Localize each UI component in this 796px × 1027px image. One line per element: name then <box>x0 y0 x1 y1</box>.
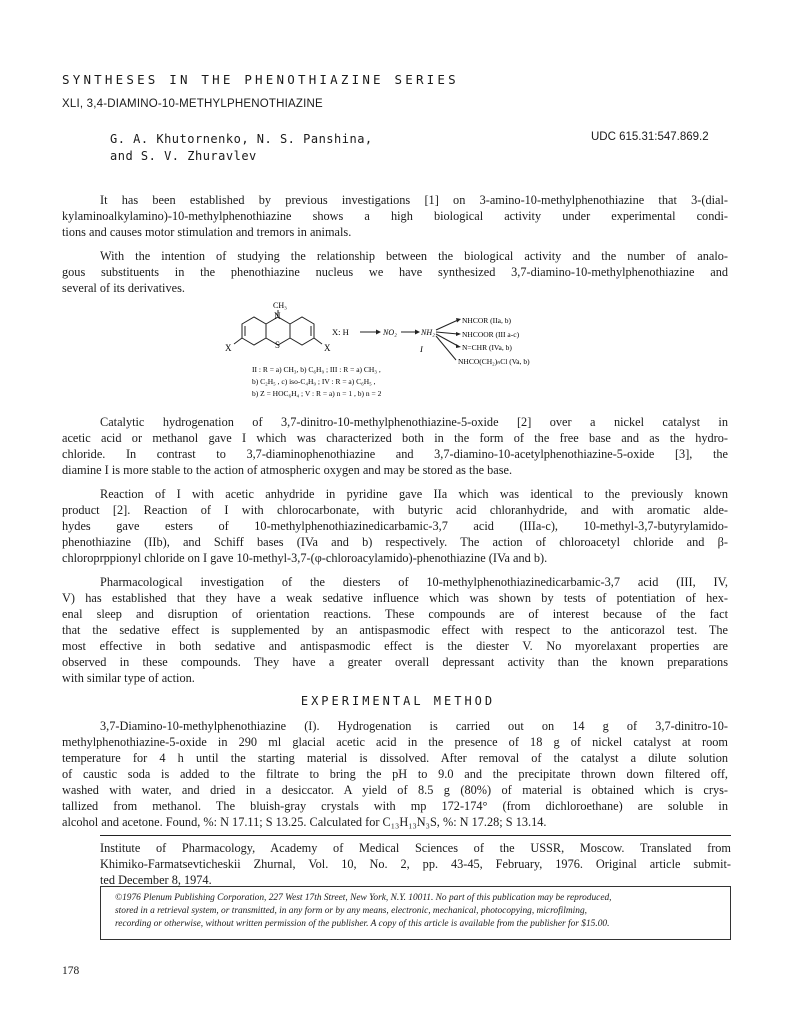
arrow-icon <box>415 330 420 335</box>
text-line: Catalytic hydrogenation of 3,7-dinitro-10-methylphenothiazine-5-oxide [2] over a nickel catalyst in <box>100 415 728 429</box>
text-line: with similar type of action. <box>62 671 195 685</box>
text-line: phenothiazine (IIb), and Schiff bases (IVa and b) respectively. The action of chloroacetyl chloride and β- <box>62 535 728 549</box>
arrow-icon <box>456 344 461 348</box>
copyright-box <box>100 886 731 940</box>
text-line: chloride. In contrast to 3,7-diaminophenothiazine and 3,7-diamino-10-acetylphenothiazine-5-oxide [3], the <box>62 447 728 461</box>
text-line: V) has established that they have a weak sedative influence which was shown by tests of potentiation of hex- <box>62 591 728 605</box>
x-h-label: X: H <box>332 327 349 337</box>
udc-code: UDC 615.31:547.869.2 <box>591 131 709 143</box>
scheme-legend-line-3: b) Z = HOC₆H₄ ; V : R = a) n = 1 , b) n = 2 <box>252 389 382 398</box>
text-line: recording or otherwise, without written permission of the publisher. A copy of this article is available from the publisher for $15.00. <box>115 919 610 929</box>
nh2-label: NH₂ <box>421 328 435 337</box>
arrow-icon <box>456 332 461 336</box>
text-line: methylphenothiazine-5-oxide in 290 ml glacial acetic acid in the presence of 18 g of nickel catalyst at room <box>62 735 728 749</box>
footnote-divider <box>100 835 731 836</box>
text-line: temperature for 4 h until the starting material is dissolved. After removal of the catalyst a dilute solution <box>62 751 728 765</box>
text-line: washed with water, and dried in a desiccator. A yield of 8.5 g (80%) of material is obtained which is crys- <box>62 783 728 797</box>
text-line: ted December 8, 1974. <box>100 873 212 887</box>
series-title: SYNTHESES IN THE PHENOTHIAZINE SERIES <box>62 72 459 87</box>
x-left-label: X <box>225 343 232 353</box>
product-iv-label: N=CHR (IVa, b) <box>462 343 512 352</box>
text-line: Institute of Pharmacology, Academy of Medical Sciences of the USSR, Moscow. Translated from <box>100 841 731 855</box>
intro-paragraph-1 <box>62 192 728 240</box>
text-line: It has been established by previous investigations [1] on 3-amino-10-methylphenothiazine that 3-(dial- <box>100 193 728 207</box>
institute-note <box>100 840 731 888</box>
page-number: 178 <box>62 965 80 977</box>
text-line: With the intention of studying the relationship between the biological activity and the number of analo- <box>100 249 728 263</box>
no2-label: NO₂ <box>383 328 397 337</box>
body-paragraph-5 <box>62 574 728 686</box>
reaction-scheme <box>222 302 572 406</box>
compound-i-label: I <box>420 344 423 354</box>
authors <box>110 131 373 165</box>
intro-paragraph-2 <box>62 248 728 296</box>
experimental-paragraph <box>62 718 728 830</box>
text-line: of caustic soda is added to the filtrate to bring the pH to 9.0 and the precipitate thrown down filtered off, <box>62 767 728 781</box>
text-line: 3,7-Diamino-10-methylphenothiazine (I). Hydrogenation is carried out on 14 g of 3,7-dinitro-10- <box>100 719 728 733</box>
text-line: hydes gave esters of 10-methylphenothiazinedicarbamic-3,7 acid (IIIa-c), 10-methyl-3,7-butyrylamido- <box>62 519 728 533</box>
arrow-icon <box>376 330 381 335</box>
text-line: Reaction of I with acetic anhydride in pyridine gave IIa which was identical to the previously known <box>100 487 728 501</box>
text-line: Khimiko-Farmatsevticheskii Zhurnal, Vol. 10, No. 2, pp. 43-45, February, 1976. Original article submit- <box>100 857 731 871</box>
section-heading: EXPERIMENTAL METHOD <box>300 694 496 708</box>
text-line: kylaminoalkylamino)-10-methylphenothiazine shows a high biological activity under experimental condi- <box>62 209 728 223</box>
x-right-label: X <box>324 343 331 353</box>
text-line: stored in a retrieval system, or transmitted, in any form or by any means, electronic, mechanical, photocopying, microfilming, <box>115 906 587 916</box>
scheme-legend-line-1: II : R = a) CH₃, b) C₆H₉ ; III : R = a) CH₃ , <box>252 365 381 374</box>
text-line: tallized from methanol. The bluish-gray crystals with mp 172-174° (from dichloroethane) are soluble in <box>62 799 728 813</box>
arrow-icon <box>456 318 461 323</box>
text-line: acetic acid or methanol gave I which was characterized both in the form of the free base and as the hydro- <box>62 431 728 445</box>
authors-line-1: G. A. Khutornenko, N. S. Panshina, <box>110 132 373 146</box>
text-line: enal sleep and disruption of orientation reactions. These compounds are of interest because of the fact <box>62 607 728 621</box>
article-title: XLI, 3,4-DIAMINO-10-METHYLPHENOTHIAZINE <box>62 98 323 110</box>
body-paragraph-4 <box>62 486 728 566</box>
s-atom-label: S <box>275 340 281 350</box>
text-line: most effective in both sedative and antispasmodic effect is the diester V. No myorelaxant properties are <box>62 639 728 653</box>
text-line: diamine I is more stable to the action of atmospheric oxygen and may be stored as the base. <box>62 463 513 477</box>
text-line: Pharmacological investigation of the diesters of 10-methylphenothiazinedicarbamic-3,7 acid (III, IV, <box>100 575 728 589</box>
body-paragraph-3 <box>62 414 728 478</box>
product-iii-label: NHCOOR (III a-c) <box>462 330 520 339</box>
product-iia-label: NHCOR (IIa, b) <box>462 316 511 325</box>
text-line: alcohol and acetone. Found, %: N 17.11; S 13.25. Calculated for C₁₃H₁₃N₃S, %: N 17.28; S 13.14. <box>62 815 547 829</box>
branch-arrows <box>436 320 458 360</box>
text-line: observed in these compounds. They have a greater overall depressant activity than the known preparations <box>62 655 728 669</box>
text-line: that the sedative effect is supplemented by an antispasmodic effect with respect to the anticorazol test. The <box>62 623 728 637</box>
text-line: tions and causes motor stimulation and tremors in animals. <box>62 225 352 239</box>
text-line: chloroprppionyl chloride on I gave 10-methyl-3,7-(φ-chloroacylamido)-phenothiazine (IVa and b). <box>62 551 548 565</box>
text-line: several of its derivatives. <box>62 281 185 295</box>
scheme-legend-line-2: b) C₂H₅ , c) iso-C₄H₉ ; IV : R = a) C₆H₅ , <box>252 377 376 386</box>
product-v-label: NHCO(CH₂)ₙCl (Va, b) <box>458 357 530 366</box>
text-line: product [2]. Reaction of I with chlorocarbonate, with butyric acid chloranhydride, and with aromatic alde- <box>62 503 728 517</box>
text-line: gous substituents in the phenothiazine nucleus we have synthesized 3,7-diamino-10-methylphenothiazine and <box>62 265 728 279</box>
authors-line-2: and S. V. Zhuravlev <box>110 149 257 163</box>
ch3-label: CH₃ <box>273 302 287 310</box>
n-atom-label: N <box>274 311 281 321</box>
text-line: ©1976 Plenum Publishing Corporation, 227 West 17th Street, New York, N.Y. 10011. No part of this publication may be reproduced, <box>115 893 612 903</box>
